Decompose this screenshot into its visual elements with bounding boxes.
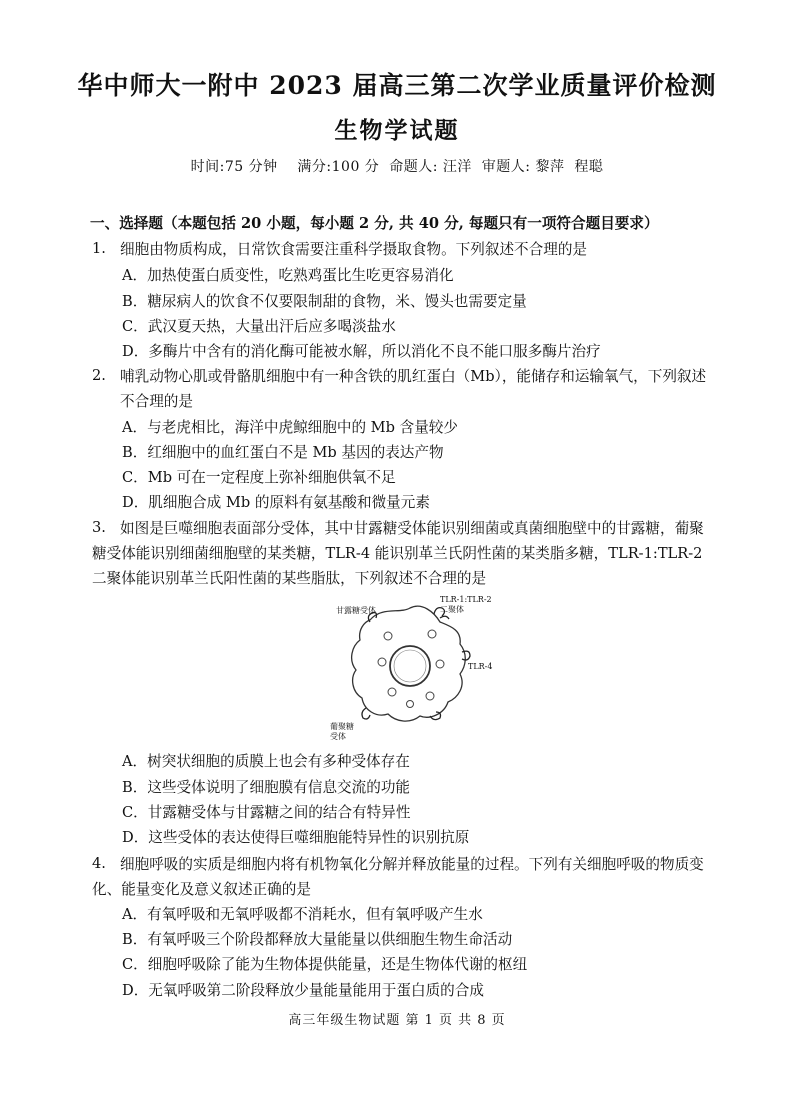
label-tlr12: TLR-1:TLR-2 bbox=[440, 595, 492, 604]
section-heading: 一、选择题（本题包括 20 小题，每小题 2 分, 共 40 分, 每题只有一项符合题目要求） bbox=[90, 215, 659, 232]
nucleus-inner bbox=[394, 650, 426, 682]
vesicle bbox=[378, 658, 386, 666]
question-4-stem-line-1: 细胞呼吸的实质是细胞内将有机物氧化分解并释放能量的过程。下列有关细胞呼吸的物质变 bbox=[120, 856, 704, 873]
question-2-option-b: B．红细胞中的血红蛋白不是 Mb 基因的表达产物 bbox=[122, 444, 444, 461]
question-2-option-c: C．Mb 可在一定程度上弥补细胞供氧不足 bbox=[122, 469, 396, 486]
question-4-option-a: A．有氧呼吸和无氧呼吸都不消耗水，但有氧呼吸产生水 bbox=[122, 906, 483, 923]
label-tlr4: TLR-4 bbox=[468, 662, 493, 671]
nucleus bbox=[390, 646, 430, 686]
question-3-option-a: A．树突状细胞的质膜上也会有多种受体存在 bbox=[122, 753, 410, 770]
question-1-option-d: D．多酶片中含有的消化酶可能被水解，所以消化不良不能口服多酶片治疗 bbox=[122, 343, 601, 360]
question-3-stem-line-1: 如图是巨噬细胞表面部分受体，其中甘露糖受体能识别细菌或真菌细胞壁中的甘露糖，葡聚 bbox=[120, 520, 704, 537]
question-3-stem-line-3: 二聚体能识别革兰氏阳性菌的某些脂肽，下列叙述不合理的是 bbox=[92, 570, 487, 587]
question-1-stem: 细胞由物质构成，日常饮食需要注重科学摄取食物。下列叙述不合理的是 bbox=[120, 241, 588, 258]
label-mannose-receptor: 甘露糖受体 bbox=[336, 606, 376, 615]
macrophage-receptor-figure bbox=[322, 592, 492, 742]
question-4-option-c: C．细胞呼吸除了能为生物体提供能量，还是生物体代谢的枢纽 bbox=[122, 956, 528, 973]
question-4-number: 4. bbox=[92, 855, 106, 872]
exam-meta: 时间:75 分钟 满分:100 分 命题人: 汪洋 审题人: 黎萍 程聪 bbox=[190, 159, 604, 175]
exam-subject: 生物学试题 bbox=[334, 117, 460, 144]
vesicle bbox=[407, 701, 414, 708]
question-1-option-b: B．糖尿病人的饮食不仅要限制甜的食物，米、馒头也需要定量 bbox=[122, 293, 527, 310]
vesicle bbox=[426, 692, 434, 700]
question-3-option-b: B．这些受体说明了细胞膜有信息交流的功能 bbox=[122, 779, 411, 796]
question-2-option-d: D．肌细胞合成 Mb 的原料有氨基酸和微量元素 bbox=[122, 494, 430, 511]
question-4-stem-line-2: 化、能量变化及意义叙述正确的是 bbox=[92, 881, 311, 898]
vesicle bbox=[436, 660, 444, 668]
question-2-stem-line-2: 不合理的是 bbox=[120, 393, 193, 410]
question-1-option-a: A．加热使蛋白质变性，吃熟鸡蛋比生吃更容易消化 bbox=[122, 267, 454, 284]
page-footer: 高三年级生物试题 第 1 页 共 8 页 bbox=[288, 1013, 506, 1028]
tlr4-shape bbox=[462, 651, 470, 660]
exam-title: 华中师大一附中 2023 届高三第二次学业质量评价检测 bbox=[77, 71, 717, 100]
question-3-number: 3. bbox=[92, 519, 106, 536]
label-glucan: 葡聚糖 bbox=[330, 722, 354, 731]
question-4-option-d: D．无氧呼吸第二阶段释放少量能量能用于蛋白质的合成 bbox=[122, 982, 484, 999]
question-3-stem-line-2: 糖受体能识别细菌细胞壁的某类糖，TLR-4 能识别革兰氏阴性菌的某类脂多糖，TLR-1:TLR-2 bbox=[92, 545, 703, 562]
vesicle bbox=[384, 632, 392, 640]
cell-membrane bbox=[352, 606, 466, 721]
question-2-option-a: A．与老虎相比，海洋中虎鲸细胞中的 Mb 含量较少 bbox=[122, 419, 458, 436]
vesicle bbox=[388, 688, 396, 696]
vesicle bbox=[428, 630, 436, 638]
question-2-number: 2. bbox=[92, 367, 106, 384]
question-1-option-c: C．武汉夏天热，大量出汗后应多喝淡盐水 bbox=[122, 318, 396, 335]
question-3-option-c: C．甘露糖受体与甘露糖之间的结合有特异性 bbox=[122, 804, 411, 821]
label-glucan-receptor: 受体 bbox=[330, 732, 346, 741]
question-1-number: 1. bbox=[92, 240, 106, 257]
question-2-stem-line-1: 哺乳动物心肌或骨骼肌细胞中有一种含铁的肌红蛋白（Mb），能储存和运输氧气，下列叙述 bbox=[120, 368, 707, 385]
question-4-option-b: B．有氧呼吸三个阶段都释放大量能量以供细胞生物生命活动 bbox=[122, 931, 513, 948]
question-3-option-d: D．这些受体的表达使得巨噬细胞能特异性的识别抗原 bbox=[122, 829, 470, 846]
label-dimer: 二聚体 bbox=[440, 605, 464, 614]
